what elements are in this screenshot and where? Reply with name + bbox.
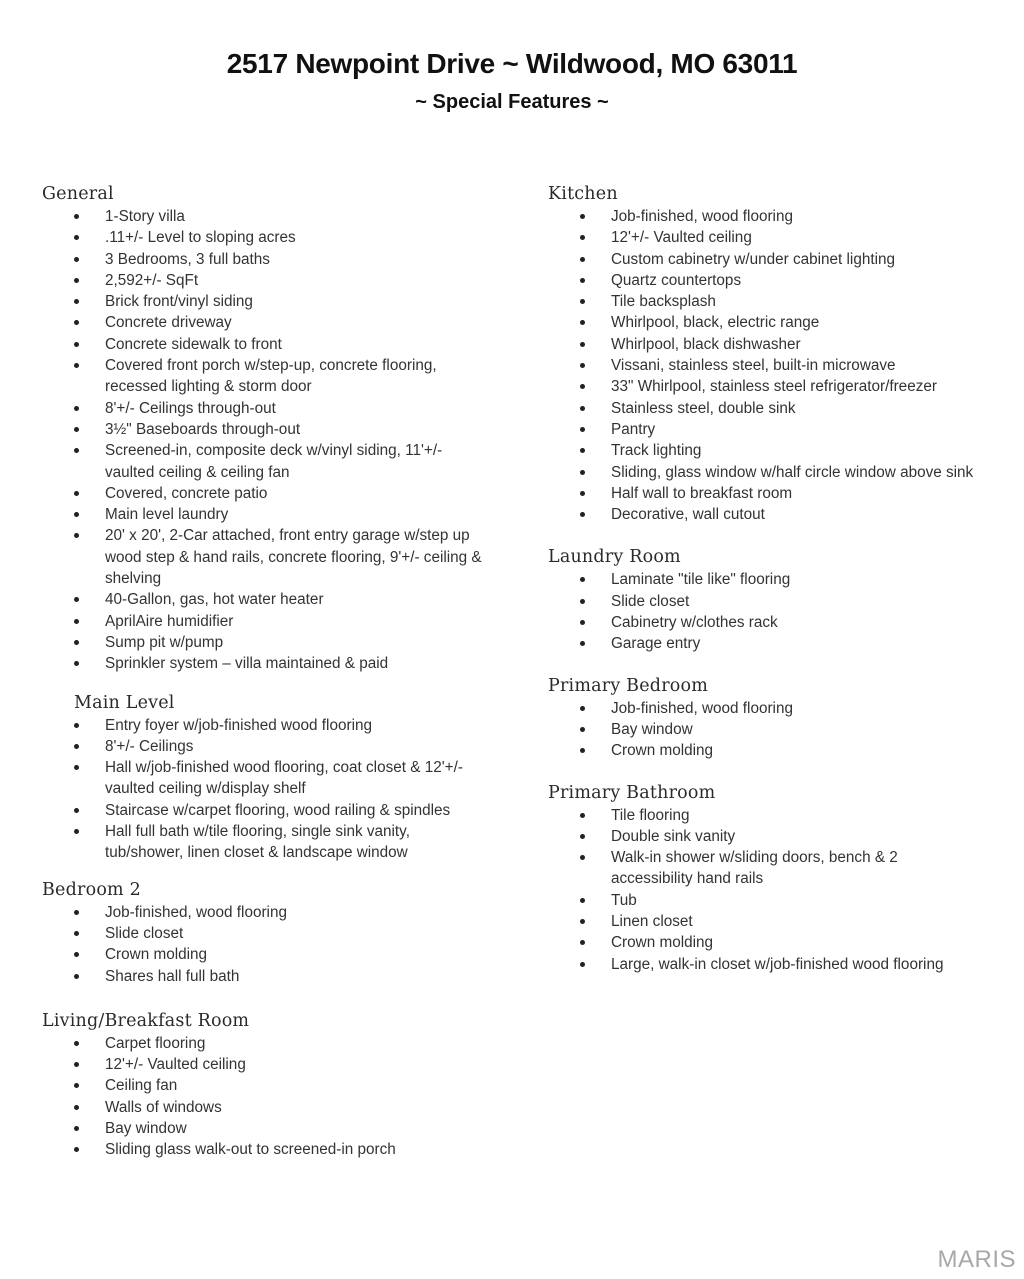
feature-text: Sliding glass walk-out to screened-in porch <box>105 1141 396 1159</box>
feature-list <box>42 206 512 675</box>
section-heading: Bedroom 2 <box>42 879 141 900</box>
feature-item <box>548 719 981 740</box>
feature-list <box>42 902 512 987</box>
feature-text: Job-finished, wood flooring <box>611 699 793 717</box>
bullet-icon <box>74 744 79 749</box>
bullet-icon <box>580 940 585 945</box>
section-laundry-room <box>548 545 1018 654</box>
bullet-icon <box>580 278 585 283</box>
feature-item <box>42 1097 485 1118</box>
feature-text: Stainless steel, double sink <box>611 399 796 417</box>
feature-item <box>548 698 981 719</box>
feature-item <box>548 805 981 826</box>
bullet-icon <box>74 974 79 979</box>
feature-text: Ceiling fan <box>105 1077 178 1095</box>
bullet-icon <box>580 299 585 304</box>
bullet-icon <box>74 491 79 496</box>
feature-item <box>42 398 485 419</box>
feature-text: .11+/- Level to sloping acres <box>105 229 296 247</box>
feature-item <box>42 715 485 736</box>
feature-list <box>42 715 512 864</box>
feature-item <box>42 419 485 440</box>
bullet-icon <box>74 910 79 915</box>
feature-text: 1-Story villa <box>105 208 185 225</box>
bullet-icon <box>580 641 585 646</box>
feature-text: Staircase w/carpet flooring, wood railing & spindles <box>105 801 451 819</box>
bullet-icon <box>580 214 585 219</box>
feature-item <box>548 890 981 911</box>
feature-item <box>548 334 981 355</box>
feature-text: 3½" Baseboards through-out <box>105 420 301 438</box>
feature-text: Custom cabinetry w/under cabinet lighting <box>611 250 895 268</box>
feature-text: Sump pit w/pump <box>105 633 224 651</box>
feature-item <box>548 633 981 654</box>
feature-item <box>548 270 981 291</box>
bullet-icon <box>580 919 585 924</box>
feature-text: Whirlpool, black, electric range <box>611 314 820 332</box>
section-bedroom-2 <box>42 878 512 987</box>
bullet-icon <box>580 748 585 753</box>
bullet-icon <box>580 384 585 389</box>
feature-item <box>42 632 485 653</box>
feature-list <box>548 569 1018 654</box>
bullet-icon <box>74 808 79 813</box>
feature-item <box>42 312 485 333</box>
feature-text: Sprinkler system – villa maintained & paid <box>105 655 389 673</box>
bullet-icon <box>74 931 79 936</box>
feature-item <box>548 826 981 847</box>
bullet-icon <box>74 278 79 283</box>
document-subtitle: ~ Special Features ~ <box>415 91 609 113</box>
bullet-icon <box>74 1041 79 1046</box>
feature-item <box>42 902 485 923</box>
feature-text: Bay window <box>611 720 693 738</box>
feature-text: Walls of windows <box>105 1098 222 1116</box>
document-title: 2517 Newpoint Drive ~ Wildwood, MO 63011 <box>226 48 798 79</box>
bullet-icon <box>580 834 585 839</box>
feature-text: Carpet flooring <box>105 1034 206 1052</box>
bullet-icon <box>74 723 79 728</box>
bullet-icon <box>580 448 585 453</box>
feature-text: Crown molding <box>105 946 208 964</box>
feature-text: 2,592+/- SqFt <box>105 271 199 289</box>
feature-item <box>548 612 981 633</box>
bullet-icon <box>580 342 585 347</box>
feature-text: Shares hall full bath <box>105 967 240 985</box>
feature-text: Quartz countertops <box>611 271 742 289</box>
feature-text: Crown molding <box>611 934 714 952</box>
feature-item <box>548 504 981 525</box>
feature-text: 40-Gallon, gas, hot water heater <box>105 591 324 609</box>
feature-text: Pantry <box>611 420 656 438</box>
feature-item <box>548 249 981 270</box>
feature-item <box>42 355 485 398</box>
bullet-icon <box>580 512 585 517</box>
bullet-icon <box>580 406 585 411</box>
section-heading: Kitchen <box>548 184 618 204</box>
bullet-icon <box>580 962 585 967</box>
feature-text: Half wall to breakfast room <box>611 484 793 502</box>
feature-item <box>42 1033 485 1054</box>
section-heading: Primary Bathroom <box>548 782 716 803</box>
bullet-icon <box>74 765 79 770</box>
feature-item <box>548 227 981 248</box>
feature-text: AprilAire humidifier <box>105 612 234 630</box>
feature-item <box>548 591 981 612</box>
bullet-icon <box>74 1105 79 1110</box>
bullet-icon <box>74 363 79 368</box>
feature-text: Slide closet <box>105 924 184 942</box>
feature-text: Job-finished, wood flooring <box>611 208 793 225</box>
bullet-icon <box>580 898 585 903</box>
feature-text: Linen closet <box>611 913 693 931</box>
bullet-icon <box>580 320 585 325</box>
feature-item <box>548 569 981 590</box>
right-column <box>548 182 1018 975</box>
feature-text: Hall full bath w/tile flooring, single sink vanity, tub/shower, linen closet & landscape window <box>105 823 410 862</box>
feature-list <box>42 1033 512 1161</box>
feature-item <box>42 525 485 589</box>
section-heading: Laundry Room <box>548 547 681 568</box>
bullet-icon <box>74 1062 79 1067</box>
feature-item <box>548 932 981 953</box>
feature-item <box>548 440 981 461</box>
feature-item <box>42 227 485 248</box>
bullet-icon <box>74 640 79 645</box>
feature-item <box>548 312 981 333</box>
feature-text: Concrete driveway <box>105 314 232 332</box>
bullet-icon <box>74 597 79 602</box>
feature-item <box>42 800 485 821</box>
bullet-icon <box>74 1083 79 1088</box>
section-kitchen <box>548 182 1018 525</box>
feature-text: 8'+/- Ceilings through-out <box>105 399 276 417</box>
feature-item <box>548 291 981 312</box>
bullet-icon <box>74 533 79 538</box>
feature-item <box>548 206 981 227</box>
feature-text: Concrete sidewalk to front <box>105 335 282 353</box>
section-heading: Living/Breakfast Room <box>42 1010 250 1031</box>
bullet-icon <box>74 406 79 411</box>
feature-text: Garage entry <box>611 635 701 653</box>
section-main-level <box>42 691 512 864</box>
feature-item <box>548 740 981 761</box>
bullet-icon <box>74 235 79 240</box>
feature-item <box>42 611 485 632</box>
feature-text: Entry foyer w/job-finished wood flooring <box>105 716 372 734</box>
bullet-icon <box>74 214 79 219</box>
feature-text: Tile backsplash <box>611 293 716 311</box>
feature-item <box>548 462 981 483</box>
bullet-icon <box>580 427 585 432</box>
bullet-icon <box>74 257 79 262</box>
feature-item <box>42 249 485 270</box>
feature-text: Screened-in, composite deck w/vinyl siding, 11'+/- vaulted ceiling & ceiling fan <box>105 442 443 481</box>
feature-item <box>42 923 485 944</box>
feature-item <box>42 821 485 864</box>
feature-text: Double sink vanity <box>611 827 736 845</box>
feature-text: Decorative, wall cutout <box>611 506 765 524</box>
feature-item <box>548 376 981 397</box>
feature-item <box>42 1139 485 1160</box>
feature-list <box>548 206 1018 525</box>
feature-item <box>42 334 485 355</box>
feature-text: Brick front/vinyl siding <box>105 293 253 311</box>
bullet-icon <box>74 512 79 517</box>
bullet-icon <box>580 620 585 625</box>
feature-text: 20' x 20', 2-Car attached, front entry garage w/step up wood step & hand rails, concrete flooring, 9'+/- ceiling & shelving <box>105 527 482 588</box>
feature-text: 33" Whirlpool, stainless steel refrigerator/freezer <box>611 378 937 396</box>
feature-item <box>548 483 981 504</box>
feature-item <box>548 355 981 376</box>
feature-item <box>42 206 485 227</box>
feature-text: Tub <box>611 891 637 909</box>
bullet-icon <box>74 1126 79 1131</box>
feature-item <box>42 270 485 291</box>
maris-watermark: MARIS <box>937 1246 1016 1273</box>
bullet-icon <box>580 470 585 475</box>
bullet-icon <box>74 1147 79 1152</box>
section-general <box>42 182 512 675</box>
bullet-icon <box>580 599 585 604</box>
feature-list <box>548 698 1018 762</box>
feature-list <box>548 805 1018 975</box>
bullet-icon <box>74 448 79 453</box>
feature-text: Bay window <box>105 1119 187 1137</box>
feature-item <box>548 398 981 419</box>
feature-text: Hall w/job-finished wood flooring, coat closet & 12'+/- vaulted ceiling w/display shelf <box>105 759 463 798</box>
bullet-icon <box>74 342 79 347</box>
feature-item <box>42 483 485 504</box>
feature-text: Sliding, glass window w/half circle window above sink <box>611 463 974 481</box>
feature-text: Job-finished, wood flooring <box>105 903 287 921</box>
feature-text: Whirlpool, black dishwasher <box>611 335 801 353</box>
feature-text: Vissani, stainless steel, built-in microwave <box>611 357 896 375</box>
feature-text: 8'+/- Ceilings <box>105 737 194 755</box>
feature-item <box>42 966 485 987</box>
feature-item <box>42 757 485 800</box>
feature-text: Laminate "tile like" flooring <box>611 571 791 589</box>
section-primary-bathroom <box>548 781 1018 975</box>
feature-item <box>42 944 485 965</box>
feature-text: Main level laundry <box>105 506 229 524</box>
feature-text: 3 Bedrooms, 3 full baths <box>105 250 270 268</box>
bullet-icon <box>74 427 79 432</box>
feature-text: 12'+/- Vaulted ceiling <box>105 1056 246 1074</box>
feature-item <box>42 589 485 610</box>
bullet-icon <box>74 952 79 957</box>
bullet-icon <box>580 855 585 860</box>
feature-item <box>42 291 485 312</box>
feature-text: Walk-in shower w/sliding doors, bench & 2 accessibility hand rails <box>611 849 898 888</box>
feature-text: Track lighting <box>611 442 702 460</box>
feature-text: Slide closet <box>611 592 690 610</box>
bullet-icon <box>580 491 585 496</box>
feature-item <box>42 440 485 483</box>
feature-item <box>548 419 981 440</box>
section-primary-bedroom <box>548 674 1018 762</box>
feature-item <box>548 954 981 975</box>
section-heading: Main Level <box>74 692 175 713</box>
bullet-icon <box>580 363 585 368</box>
bullet-icon <box>74 829 79 834</box>
bullet-icon <box>580 577 585 582</box>
left-column <box>42 182 512 1161</box>
section-heading: General <box>42 184 114 204</box>
feature-item <box>42 1054 485 1075</box>
bullet-icon <box>580 813 585 818</box>
section-living-breakfast-room <box>42 1009 512 1161</box>
bullet-icon <box>74 299 79 304</box>
feature-item <box>548 911 981 932</box>
feature-item <box>42 653 485 674</box>
feature-text: Tile flooring <box>611 806 690 824</box>
bullet-icon <box>580 235 585 240</box>
feature-text: 12'+/- Vaulted ceiling <box>611 229 752 247</box>
feature-text: Large, walk-in closet w/job-finished wood flooring <box>611 955 944 973</box>
section-heading: Primary Bedroom <box>548 675 709 696</box>
bullet-icon <box>580 727 585 732</box>
bullet-icon <box>580 257 585 262</box>
bullet-icon <box>580 706 585 711</box>
feature-item <box>548 847 981 890</box>
feature-item <box>42 1118 485 1139</box>
feature-text: Cabinetry w/clothes rack <box>611 614 778 632</box>
feature-item <box>42 736 485 757</box>
feature-item <box>42 504 485 525</box>
feature-text: Covered, concrete patio <box>105 484 268 502</box>
feature-text: Crown molding <box>611 742 714 760</box>
bullet-icon <box>74 619 79 624</box>
bullet-icon <box>74 661 79 666</box>
feature-item <box>42 1075 485 1096</box>
bullet-icon <box>74 320 79 325</box>
feature-text: Covered front porch w/step-up, concrete flooring, recessed lighting & storm door <box>105 357 437 396</box>
